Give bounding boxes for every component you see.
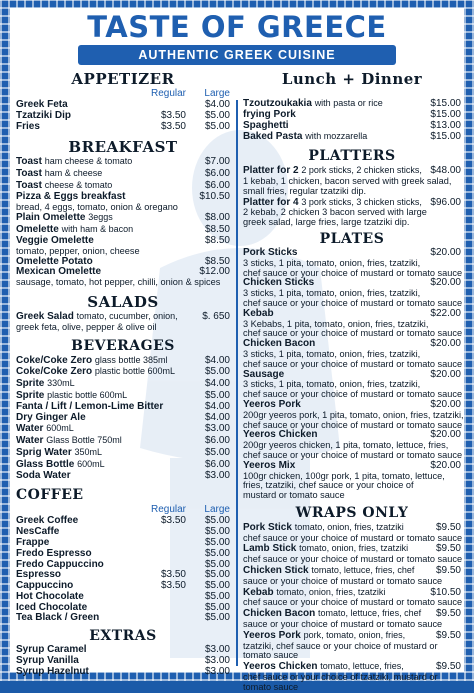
platters-item-detail: small fries, regular tzatziki dip. — [243, 185, 367, 196]
plates-item-label: Pork Sticks — [243, 246, 298, 258]
breakfast-item-extra: tomato, pepper, onion, cheese — [16, 245, 140, 256]
breakfast-item-label: Toast — [16, 179, 42, 191]
coffee-item-large: $5.00 — [204, 515, 230, 527]
beverages-item-label: Coke/Coke Zero — [16, 366, 93, 378]
coffee-item-name: Iced Chocolate — [16, 601, 88, 613]
beverages-item-label: Soda Water — [16, 469, 71, 481]
plates-item-label: Yeeros Pork — [243, 398, 301, 410]
coffee-item-regular: $3.50 — [160, 515, 186, 527]
breakfast-item-label: Toast — [16, 168, 42, 180]
platters-item-desc: 2 pork sticks, 2 chicken sticks, — [301, 165, 422, 176]
beverages-item — [16, 423, 230, 435]
beverages-item-desc: 600mL — [77, 458, 105, 469]
appetizer-item-large: $4.00 — [204, 99, 230, 110]
lunch-item-name — [243, 121, 411, 132]
beverages-item-label: Fanta / Lift / Lemon-Lime Bitter — [16, 400, 164, 412]
beverages-item-name — [16, 435, 180, 447]
beverages-item-label: Water — [16, 423, 44, 435]
breakfast-item-price: $8.50 — [204, 255, 230, 267]
salads-item-name — [16, 311, 180, 323]
wraps-item-label: Lamb Stick — [243, 543, 297, 555]
plates-item-price: $20.00 — [430, 459, 461, 471]
appetizer-item — [16, 111, 230, 122]
salads-item-label: Greek Salad — [16, 310, 74, 322]
beverages-item-name — [16, 355, 180, 367]
extras-item-price: $3.00 — [204, 655, 230, 667]
wraps-item-desc: tomato, onion, fries, tzatziki — [294, 521, 404, 532]
beverages-item-desc: 330mL — [47, 378, 75, 389]
plates-item-detail: chef sauce or your choice of mustard or tomato sauce — [243, 389, 463, 400]
beverages-item-label: Sprite — [16, 378, 45, 390]
beverages-item-name — [16, 366, 180, 378]
breakfast-item-name — [16, 168, 180, 180]
appetizer-large-header: Large — [204, 88, 230, 99]
beverages-item-price: $5.00 — [204, 389, 230, 401]
beverages-item-label: Coke/Coke Zero — [16, 354, 93, 366]
platters-item-label: Platter for 4 — [243, 196, 299, 208]
beverages-item — [16, 413, 230, 424]
coffee-item — [16, 549, 230, 560]
plates-item-detail: chef sauce or your choice of mustard or tomato sauce — [243, 297, 463, 308]
beverages-item-name — [16, 378, 180, 390]
wraps-item — [243, 630, 461, 642]
lunch-title: Lunch + Dinner — [281, 70, 423, 88]
breakfast-title: BREAKFAST — [68, 138, 178, 157]
lunch-item-label: Spaghetti — [243, 119, 289, 131]
breakfast-item — [16, 156, 230, 168]
plates-item-detail: 100gr chicken, 100gr pork, 1 pita, tomato, lettuce, — [243, 470, 445, 481]
wraps-item-price: $9.50 — [435, 629, 461, 641]
beverages-item-name — [16, 471, 180, 482]
appetizer-item-regular: $3.50 — [160, 109, 186, 121]
wraps-item-price: $9.50 — [435, 543, 461, 555]
beverages-item-price: $4.00 — [204, 400, 230, 412]
salads-item — [16, 311, 230, 323]
breakfast-item-label: Omelette Potato — [16, 255, 93, 267]
wraps-item-label: Kebab — [243, 586, 274, 598]
beverages-item-desc: glass bottle 385ml — [94, 354, 168, 365]
plates-item-detail: 200gr yeeros chicken, 1 pita, tomato, lettuce, fries, — [243, 440, 449, 451]
plates-item — [243, 461, 461, 472]
breakfast-item-price: $8.50 — [204, 224, 230, 236]
wraps-item-desc: pork, tomato, onion, fries, — [303, 629, 406, 640]
platters-item-label: Platter for 2 — [243, 165, 299, 177]
plates-item-price: $20.00 — [430, 368, 461, 380]
breakfast-item-price: $8.50 — [204, 234, 230, 246]
beverages-item — [16, 355, 230, 367]
beverages-item — [16, 447, 230, 459]
plates-item-label: Chicken Sticks — [243, 277, 315, 289]
lunch-item-price: $15.00 — [430, 131, 461, 143]
beverages-item-price: $4.00 — [204, 378, 230, 390]
restaurant-title: TASTE OF GREECE — [87, 10, 387, 44]
breakfast-item-label: Pizza & Eggs breakfast — [16, 190, 126, 202]
extras-item-label: Syrup Vanilla — [16, 655, 79, 667]
breakfast-item-price: $8.00 — [204, 212, 230, 224]
beverages-item-label: Sprite — [16, 389, 45, 401]
lunch-item-desc: with mozzarella — [305, 131, 368, 142]
platters-item-detail: 1 kebab, 1 chicken, bacon served with greek salad, — [243, 175, 452, 186]
coffee-item-large: $5.00 — [204, 590, 230, 602]
beverages-item — [16, 471, 230, 482]
wraps-item-detail: chef sauce or your choice of mustard or tomato sauce — [243, 554, 463, 565]
plates-item-detail: chef sauce or your choice of mustard or tomato sauce — [243, 358, 463, 369]
wraps-item-detail: tomato sauce — [243, 681, 299, 692]
lunch-item — [243, 121, 461, 132]
beverages-item-desc: plastic bottle 600mL — [94, 366, 175, 377]
appetizer-title: APPETIZER — [71, 70, 175, 88]
coffee-item-large: $5.00 — [204, 547, 230, 559]
coffee-item-large: $5.00 — [204, 536, 230, 548]
coffee-item-large: $5.00 — [204, 612, 230, 624]
restaurant-subtitle: AUTHENTIC GREEK CUISINE — [78, 45, 396, 65]
left-column — [16, 70, 230, 678]
beverages-item-price: $6.00 — [204, 458, 230, 470]
coffee-item-name: Greek Coffee — [16, 515, 79, 527]
beverages-item-label: Water — [16, 435, 44, 447]
breakfast-item-price: $10.50 — [199, 190, 230, 202]
lunch-item-label: frying Pork — [243, 108, 296, 120]
plates-item-name — [243, 461, 411, 472]
coffee-item-large: $5.00 — [204, 601, 230, 613]
wraps-item-desc: tomato, onion, fries, tzatziki — [299, 543, 409, 554]
lunch-item — [243, 131, 461, 143]
breakfast-item-label: Mexican Omelette — [16, 266, 102, 278]
wraps-item-detail: chef sauce or your choice of mustard or tomato sauce — [243, 597, 463, 608]
beverages-item-name — [16, 413, 180, 424]
menu-panel — [10, 8, 464, 692]
coffee-item-large: $5.00 — [204, 526, 230, 538]
beverages-item-price: $4.00 — [204, 411, 230, 423]
wraps-item-detail: tomato sauce — [243, 650, 299, 661]
beverages-item-name — [16, 447, 180, 459]
wraps-item-detail: chef sauce or your choice of mustard or tomato sauce — [243, 532, 463, 543]
salads-item-desc: tomato, cucumber, onion, — [76, 310, 178, 321]
breakfast-item-extra: sausage, tomato, hot pepper, chilli, onion & spices — [16, 277, 221, 288]
wraps-item-detail: chef sauce or your choice of tzatziki, mustard or — [243, 672, 438, 683]
plates-item-label: Yeeros Chicken — [243, 429, 318, 441]
platters-item-detail: 2 kebab, 2 chicken 3 bacon served with large — [243, 207, 427, 218]
coffee-item-large: $5.00 — [204, 558, 230, 570]
coffee-item-name: Fredo Cappuccino — [16, 558, 104, 570]
plates-item-detail: 3 sticks, 1 pita, tomato, onion, fries, tzatziki, — [243, 288, 421, 299]
breakfast-item-label: Toast — [16, 156, 42, 168]
salads-item-extra: greek feta, olive, pepper & olive oil — [16, 321, 157, 332]
appetizer-item-name: Tzatziki Dip — [16, 109, 72, 121]
wraps-item-detail: sauce or your choice of mustard or tomato sauce — [243, 575, 443, 586]
plates-item-detail: 3 sticks, 1 pita, tomato, onion, fries, tzatziki, — [243, 348, 421, 359]
wraps-item-label: Yeeros Pork — [243, 629, 301, 641]
plates-item-price: $20.00 — [430, 277, 461, 289]
beverages-item — [16, 378, 230, 390]
plates-item-price: $20.00 — [430, 246, 461, 258]
plates-item-label: Chicken Bacon — [243, 338, 316, 350]
appetizer-regular-header: Regular — [150, 88, 186, 99]
beverages-item-price: $5.00 — [204, 446, 230, 458]
salads-item-price: $. 650 — [202, 310, 230, 322]
plates-item-detail: chef sauce or your choice of mustard or tomato sauce — [243, 449, 463, 460]
beverages-item-price: $3.00 — [204, 469, 230, 481]
wraps-item-detail: sauce or your choice of mustard or tomato sauce — [243, 619, 443, 630]
lunch-item-name — [243, 131, 411, 143]
breakfast-item-name — [16, 156, 180, 168]
wraps-item-detail: tzatziki, chef sauce or your choice of mustard or — [243, 640, 438, 651]
lunch-item-price: $15.00 — [430, 98, 461, 109]
extras-item-label: Syrup Caramel — [16, 644, 87, 656]
beverages-item-desc: plastic bottle 600mL — [47, 389, 128, 400]
beverages-item-label: Sprig Water — [16, 446, 72, 458]
plates-title: PLATES — [319, 230, 385, 247]
breakfast-item-label: Omelette — [16, 224, 59, 236]
lunch-item-label: Baked Pasta — [243, 131, 303, 143]
beverages-item-desc: 600mL — [46, 423, 74, 434]
wraps-item-label: Pork Stick — [243, 521, 292, 533]
coffee-title: COFFEE — [16, 487, 84, 504]
wraps-title: WRAPS ONLY — [295, 504, 409, 521]
coffee-item-name: Cappuccino — [16, 580, 74, 592]
plates-item-detail: chef sauce or your choice of mustard or tomato sauce — [243, 267, 463, 278]
plates-item — [243, 309, 461, 320]
breakfast-item-price: $6.00 — [204, 168, 230, 180]
plates-item-detail: 200gr yeeros pork, 1 pita, tomato, onion, fries, tzatziki, — [243, 409, 464, 420]
plates-item-detail: 3 Kebabs, 1 pita, tomato, onion, fries, tzatziki, — [243, 318, 429, 329]
extras-item-name — [16, 667, 180, 678]
wraps-item-label: Chicken Stick — [243, 565, 309, 577]
platters-item-price: $48.00 — [430, 165, 461, 177]
appetizer-item-name: Fries — [16, 120, 40, 132]
appetizer-item-large: $5.00 — [204, 109, 230, 121]
coffee-item-name: Fredo Espresso — [16, 547, 92, 559]
breakfast-item-name — [16, 192, 180, 203]
plates-item-detail: chef sauce or your choice of mustard or tomato sauce — [243, 328, 463, 339]
platters-title: PLATTERS — [308, 148, 396, 165]
beverages-item-price: $4.00 — [204, 354, 230, 366]
wraps-item-price: $9.50 — [435, 565, 461, 577]
extras-item-label: Syrup Hazelnut — [16, 665, 89, 677]
wraps-item-desc: tomato, lettuce, fries, — [320, 661, 404, 672]
breakfast-item-desc: 3eggs — [88, 212, 113, 223]
coffee-item-name: Tea Black / Green — [16, 612, 100, 624]
coffee-item-large: $5.00 — [204, 569, 230, 581]
appetizer-item-large: $5.00 — [204, 120, 230, 132]
plates-item-detail: chef sauce or your choice of mustard or tomato sauce — [243, 419, 463, 430]
extras-item — [16, 667, 230, 678]
platters-item-price: $96.00 — [430, 196, 461, 208]
plates-item-price: $22.00 — [430, 307, 461, 319]
lunch-item-price: $15.00 — [430, 108, 461, 120]
plates-item-price: $20.00 — [430, 398, 461, 410]
wraps-item-label: Chicken Bacon — [243, 608, 316, 620]
wraps-item-price: $9.50 — [435, 608, 461, 620]
coffee-item-name: Hot Chocolate — [16, 590, 84, 602]
beverages-item — [16, 435, 230, 447]
wraps-item-desc: tomato, lettuce, fries, chef — [318, 608, 422, 619]
plates-item-price: $20.00 — [430, 338, 461, 350]
coffee-item-regular: $3.50 — [160, 580, 186, 592]
wraps-item-label: Yeeros Chicken — [243, 661, 318, 673]
breakfast-item-label: Plain Omelette — [16, 212, 86, 224]
appetizer-item — [16, 122, 230, 133]
coffee-item-regular: $3.50 — [160, 569, 186, 581]
breakfast-item-name — [16, 212, 180, 224]
plates-item-detail: 3 sticks, 1 pita, tomato, onion, fries, tzatziki, — [243, 379, 421, 390]
breakfast-item-price: $7.00 — [204, 156, 230, 168]
extras-item-price: $3.00 — [204, 644, 230, 656]
coffee-item — [16, 613, 230, 624]
beverages-item — [16, 366, 230, 378]
coffee-item-name: Frappe — [16, 536, 50, 548]
wraps-item-name — [243, 522, 411, 534]
coffee-item-name: Espresso — [16, 569, 62, 581]
extras-title: EXTRAS — [89, 628, 157, 645]
breakfast-item-desc: ham cheese & tomato — [44, 156, 133, 167]
lunch-item-label: Tzoutzoukakia — [243, 98, 312, 109]
coffee-regular-header: Regular — [150, 504, 186, 516]
breakfast-item — [16, 212, 230, 224]
lunch-item-price: $13.00 — [430, 119, 461, 131]
plates-item-detail: mustard or tomato sauce — [243, 490, 345, 501]
wraps-item — [243, 522, 461, 534]
platters-item-desc: 3 pork sticks, 3 chicken sticks, — [301, 196, 422, 207]
breakfast-item-label: Veggie Omelette — [16, 234, 94, 246]
breakfast-item — [16, 192, 230, 203]
lunch-item-desc: with pasta or rice — [314, 98, 383, 108]
coffee-large-header: Large — [204, 504, 230, 516]
coffee-item-name: NesCaffe — [16, 526, 60, 538]
coffee-item-large: $5.00 — [204, 580, 230, 592]
wraps-item-price: $9.50 — [435, 661, 461, 673]
beverages-item-label: Dry Ginger Ale — [16, 411, 86, 423]
breakfast-item-extra: bread, 4 eggs, tomato, onion & oregano — [16, 201, 178, 212]
beverages-item-price: $6.00 — [204, 435, 230, 447]
wraps-item-price: $9.50 — [435, 521, 461, 533]
breakfast-item-price: $6.00 — [204, 179, 230, 191]
salads-title: SALADS — [87, 292, 159, 311]
extras-item-price: $3.00 — [204, 665, 230, 677]
wraps-item-desc: tomato, lettuce, fries, chef — [311, 565, 415, 576]
beverages-item-desc: Glass Bottle 750ml — [46, 435, 122, 446]
appetizer-item-regular: $3.50 — [160, 120, 186, 132]
plates-item-detail: 3 sticks, 1 pita, tomato, onion, fries, tzatziki, — [243, 257, 421, 268]
wraps-item-price: $10.50 — [430, 586, 461, 598]
column-divider — [236, 100, 238, 666]
beverages-title: BEVERAGES — [71, 337, 175, 354]
beverages-item-price: $3.00 — [204, 423, 230, 435]
plates-item-label: Kebab — [243, 307, 274, 319]
platters-item-detail: greek salad, large fries, large tzatziki dip. — [243, 217, 410, 228]
appetizer-item-name: Greek Feta — [16, 99, 68, 110]
breakfast-item-price: $12.00 — [199, 266, 230, 278]
plates-item-name — [243, 309, 411, 320]
breakfast-item-desc: cheese & tomato — [44, 179, 113, 190]
right-column — [243, 70, 464, 693]
plates-item-label: Yeeros Mix — [243, 459, 296, 471]
beverages-item-desc: 350mL — [74, 446, 103, 457]
breakfast-item — [16, 168, 230, 180]
wraps-item-desc: tomato, onion, fries, tzatziki — [276, 586, 386, 597]
beverages-item-label: Glass Bottle — [16, 458, 75, 470]
plates-item-detail: fries, tzatziki, chef sauce or your choice of — [243, 480, 414, 491]
beverages-item-name — [16, 423, 180, 435]
breakfast-item-desc: ham & cheese — [44, 168, 103, 179]
breakfast-item-desc: with ham & bacon — [61, 224, 134, 235]
wraps-item-name — [243, 630, 411, 642]
plates-item-label: Sausage — [243, 368, 285, 380]
plates-item-price: $20.00 — [430, 429, 461, 441]
beverages-item-price: $5.00 — [204, 366, 230, 378]
